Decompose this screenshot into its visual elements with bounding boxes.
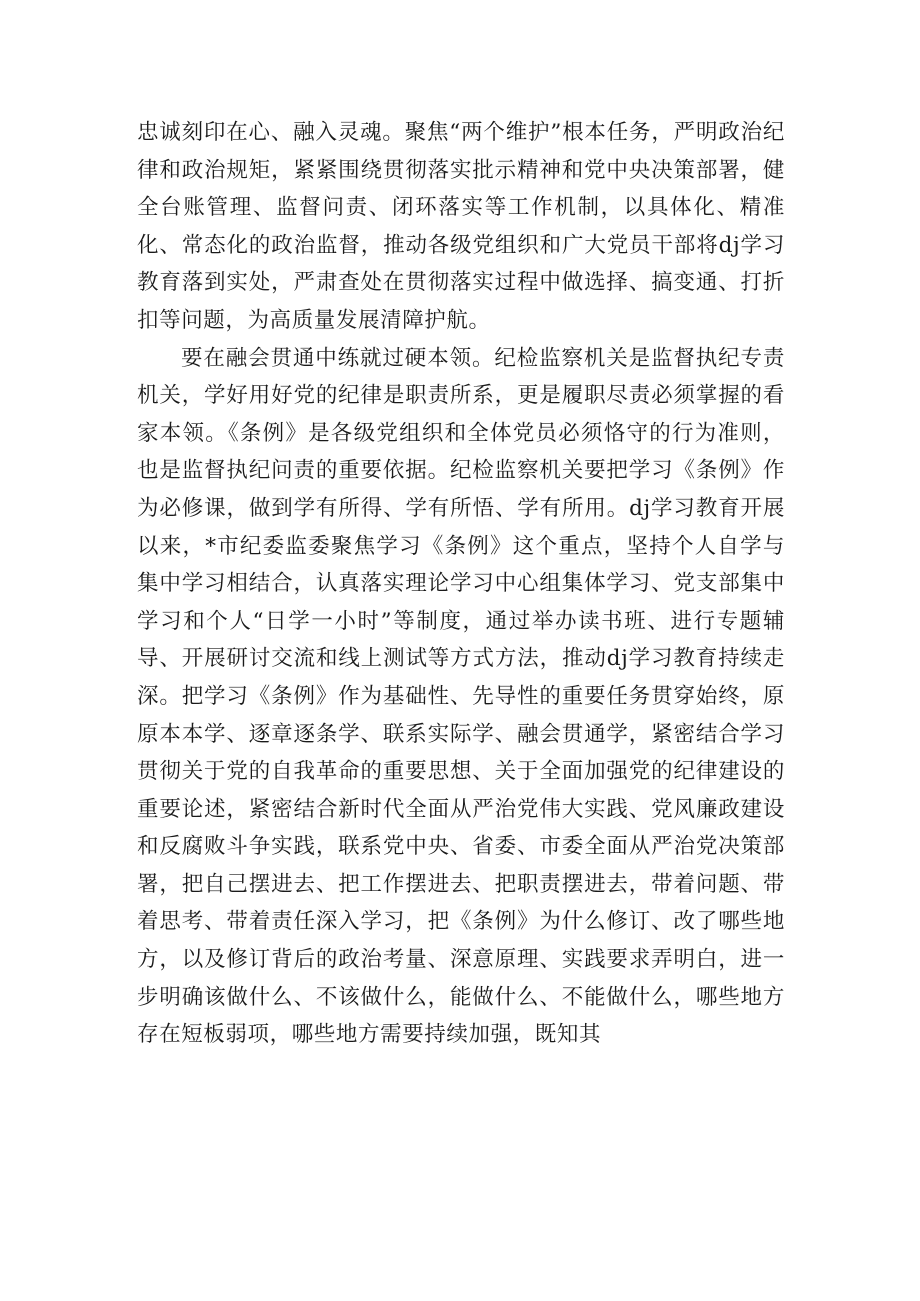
paragraph-continuation: 忠诚刻印在心、融入灵魂。聚焦“两个维护”根本任务，严明政治纪律和政治规矩，紧紧围绕贯彻落实批示精神和党中央决策部署，健全台账管理、监督问责、闭环落实等工作机制，以具体化、精准化、常态化的政治监督，推动各级党组织和广大党员干部将dj学习教育落到实处，严肃查处在贯彻落实过程中做选择、搞变通、打折扣等问题，为高质量发展清障护航。 xyxy=(137,120,785,333)
document-body xyxy=(137,114,785,1054)
paragraph-main: 要在融会贯通中练就过硬本领。纪检监察机关是监督执纪专责机关，学好用好党的纪律是职责所系，更是履职尽责必须掌握的看家本领。《条例》是各级党组织和全体党员必须恪守的行为准则，也是监督执纪问责的重要依据。纪检监察机关要把学习《条例》作为必修课，做到学有所得、学有所悟、学有所用。dj学习教育开展以来，*市纪委监委聚焦学习《条例》这个重点，坚持个人自学与集中学习相结合，认真落实理论学习中心组集体学习、党支部集中学习和个人“日学一小时”等制度，通过举办读书班、进行专题辅导、开展研讨交流和线上测试等方式方法，推动dj学习教育持续走深。把学习《条例》作为基础性、先导性的重要任务贯穿始终，原原本本学、逐章逐条学、联系实际学、融会贯通学，紧密结合学习贯彻关于党的自我革命的重要思想、关于全面加强党的纪律建设的重要论述，紧密结合新时代全面从严治党伟大实践、党风廉政建设和反腐败斗争实践，联系党中央、省委、市委全面从严治党决策部署，把自己摆进去、把工作摆进去、把职责摆进去，带着问题、带着思考、带着责任深入学习，把《条例》为什么修订、改了哪些地方，以及修订背后的政治考量、深意原理、实践要求弄明白，进一步明确该做什么、不该做什么，能做什么、不能做什么，哪些地方存在短板弱项，哪些地方需要持续加强，既知其 xyxy=(137,345,785,1048)
